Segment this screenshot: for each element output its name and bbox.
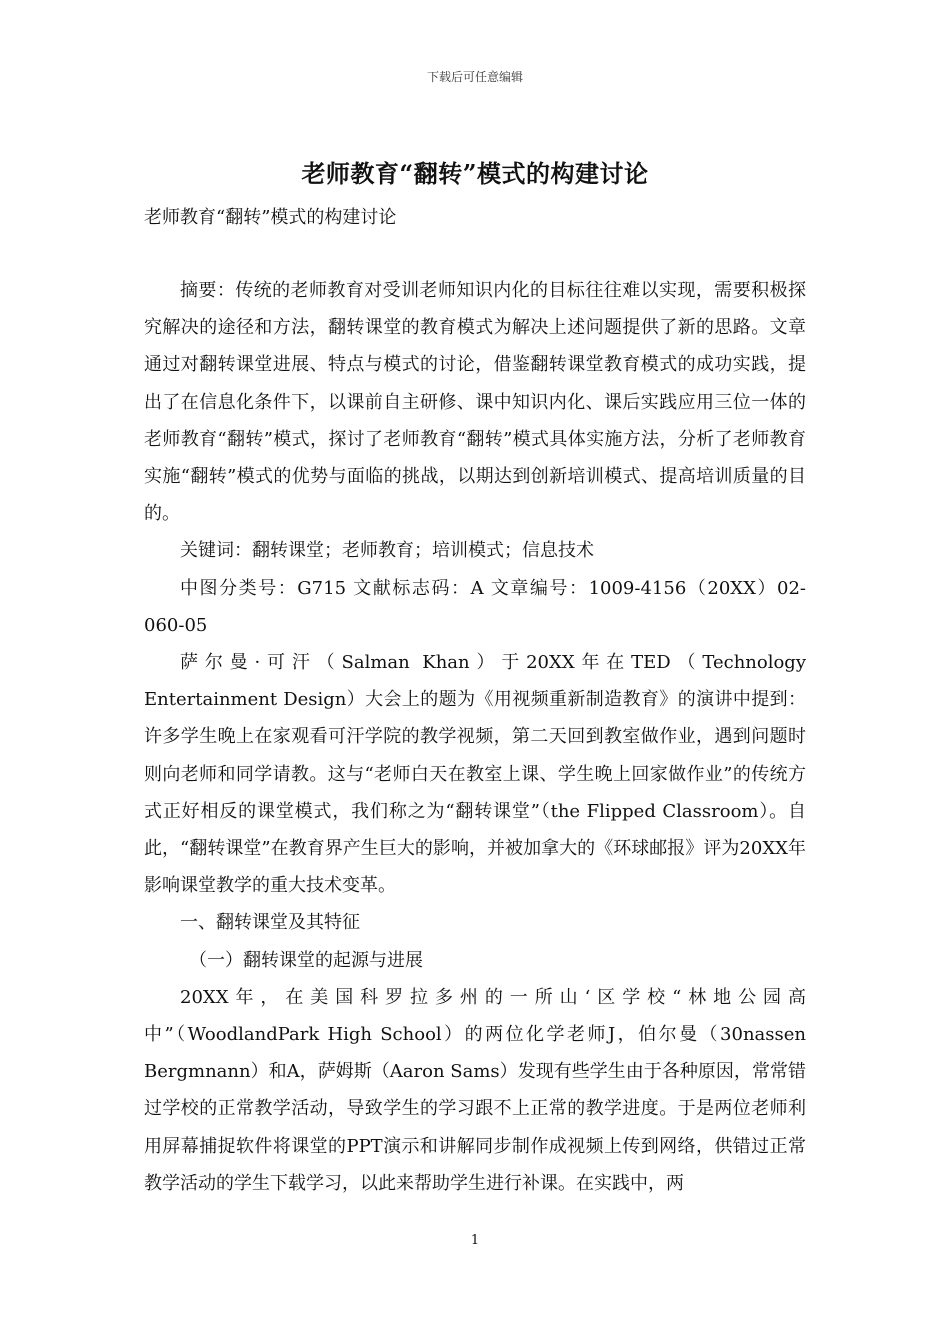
section-heading: 一、翻转课堂及其特征: [180, 912, 360, 934]
abstract-paragraph: 摘要：传统的老师教育对受训老师知识内化的目标往往难以实现，需要积极探究解决的途径和方法，翻转课堂的教育模式为解决上述问题提供了新的思路。文章通过对翻转课堂进展、特点与模式的讨论，借鉴翻转课堂教育模式的成功实践，提出了在信息化条件下，以课前自主研修、课中知识内化、课后实践应用三位一体的老师教育“翻转”模式，探讨了老师教育“翻转”模式具体实施方法，分析了老师教育实施“翻转”模式的优势与面临的挑战，以期达到创新培训模式、提高培训质量的目的。: [144, 280, 806, 525]
document-body: [144, 272, 806, 1202]
body-paragraph: 萨尔曼·可汗（Salman Khan）于20XX年在TED（Technology Entertainment Design）大会上的题为《用视频重新制造教育》的演讲中提到：许多学生晚上在家观看可汗学院的教学视频，第二天回到教室做作业，遇到问题时则向老师和同学请教。这与“老师白天在教室上课、学生晚上回家做作业”的传统方式正好相反的课堂模式，我们称之为“翻转课堂”（the Flipped Classroom）。自此，“翻转课堂”在教育界产生巨大的影响，并被加拿大的《环球邮报》评为20XX年影响课堂教学的重大技术变革。: [144, 652, 806, 897]
body-paragraph: 20XX年，在美国科罗拉多州的一所山‘区学校“林地公园高中”（WoodlandPark High School）的两位化学老师J，伯尔曼（30nassen Bergmnann）和A，萨姆斯（Aaron Sams）发现有些学生由于各种原因，常常错过学校的正常教学活动，导致学生的学习跟不上正常的教学进度。于是两位老师利用屏幕捕捉软件将课堂的PPT演示和讲解同步制作成视频上传到网络，供错过正常教学活动的学生下载学习，以此来帮助学生进行补课。在实践中，两: [144, 986, 806, 1194]
keywords-paragraph: 关键词：翻转课堂；老师教育；培训模式；信息技术: [180, 540, 594, 562]
page-header-note: 下载后可任意编辑: [426, 70, 523, 84]
subsection-heading: （一）翻转课堂的起源与进展: [189, 949, 423, 971]
classification-paragraph: 中图分类号：G715 文献标志码：A 文章编号：1009-4156（20XX）02-060-05: [144, 577, 806, 636]
page-number: 1: [470, 1233, 480, 1248]
document-subtitle: 老师教育“翻转”模式的构建讨论: [144, 207, 397, 228]
document-title: 老师教育“翻转”模式的构建讨论: [301, 159, 649, 188]
